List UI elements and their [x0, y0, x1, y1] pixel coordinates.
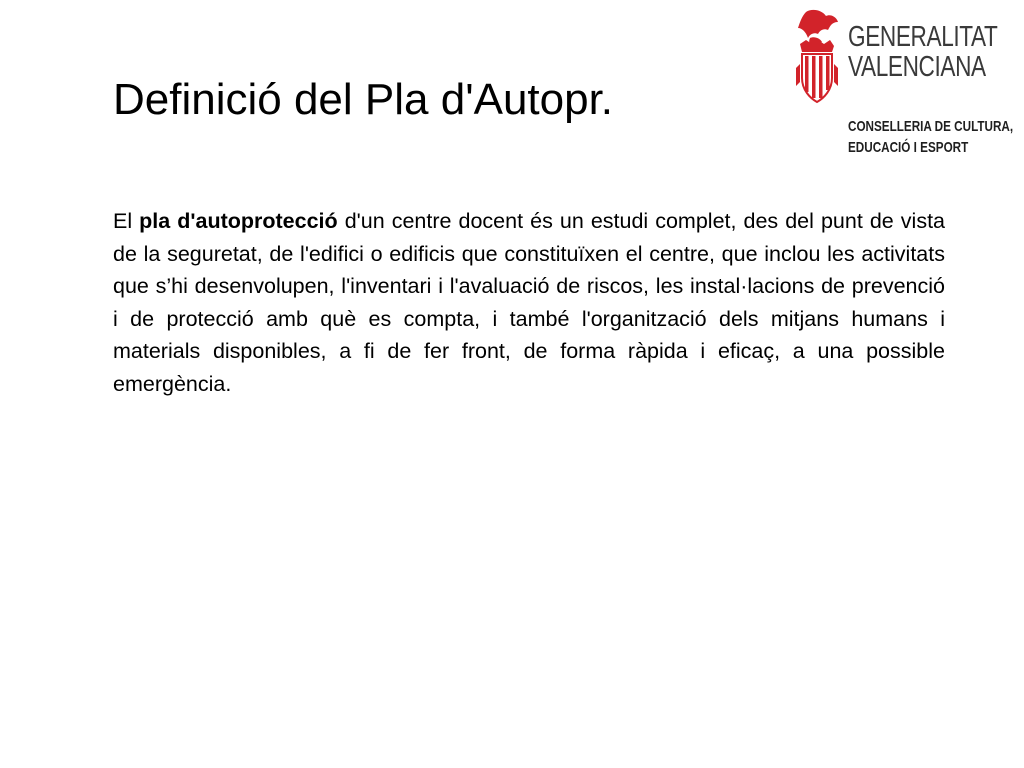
- logo-organization-name: [848, 22, 997, 82]
- generalitat-logo: [792, 8, 1016, 158]
- paragraph-key-term: pla d'autoprotecció: [139, 209, 338, 233]
- griffin-crest-icon: [792, 8, 842, 104]
- logo-dept-line1: CONSELLERIA DE CULTURA,: [848, 118, 1014, 135]
- logo-org-line2: VALENCIANA: [848, 51, 986, 83]
- paragraph-lead: El: [113, 209, 140, 233]
- slide-title: Definició del Pla d'Autopr.: [113, 75, 614, 124]
- paragraph-body: d'un centre docent és un estudi complet, des del punt de vista de la seguretat, de l'edifici o edificis que constituïxen el centre, que inclou les activitats que s’hi desenvolupen, l'inventari i l'avaluació de riscos, les instal·lacions de prevenció i de protecció amb què es compta, i també l'organització dels mitjans humans i materials disponibles, a fi de fer front, de forma ràpida i eficaç, a una possible emergència.: [113, 209, 945, 396]
- logo-department-name: [848, 116, 1013, 158]
- logo-dept-line2: EDUCACIÓ I ESPORT: [848, 139, 969, 156]
- definition-paragraph: [113, 205, 945, 400]
- logo-org-line1: GENERALITAT: [848, 21, 998, 53]
